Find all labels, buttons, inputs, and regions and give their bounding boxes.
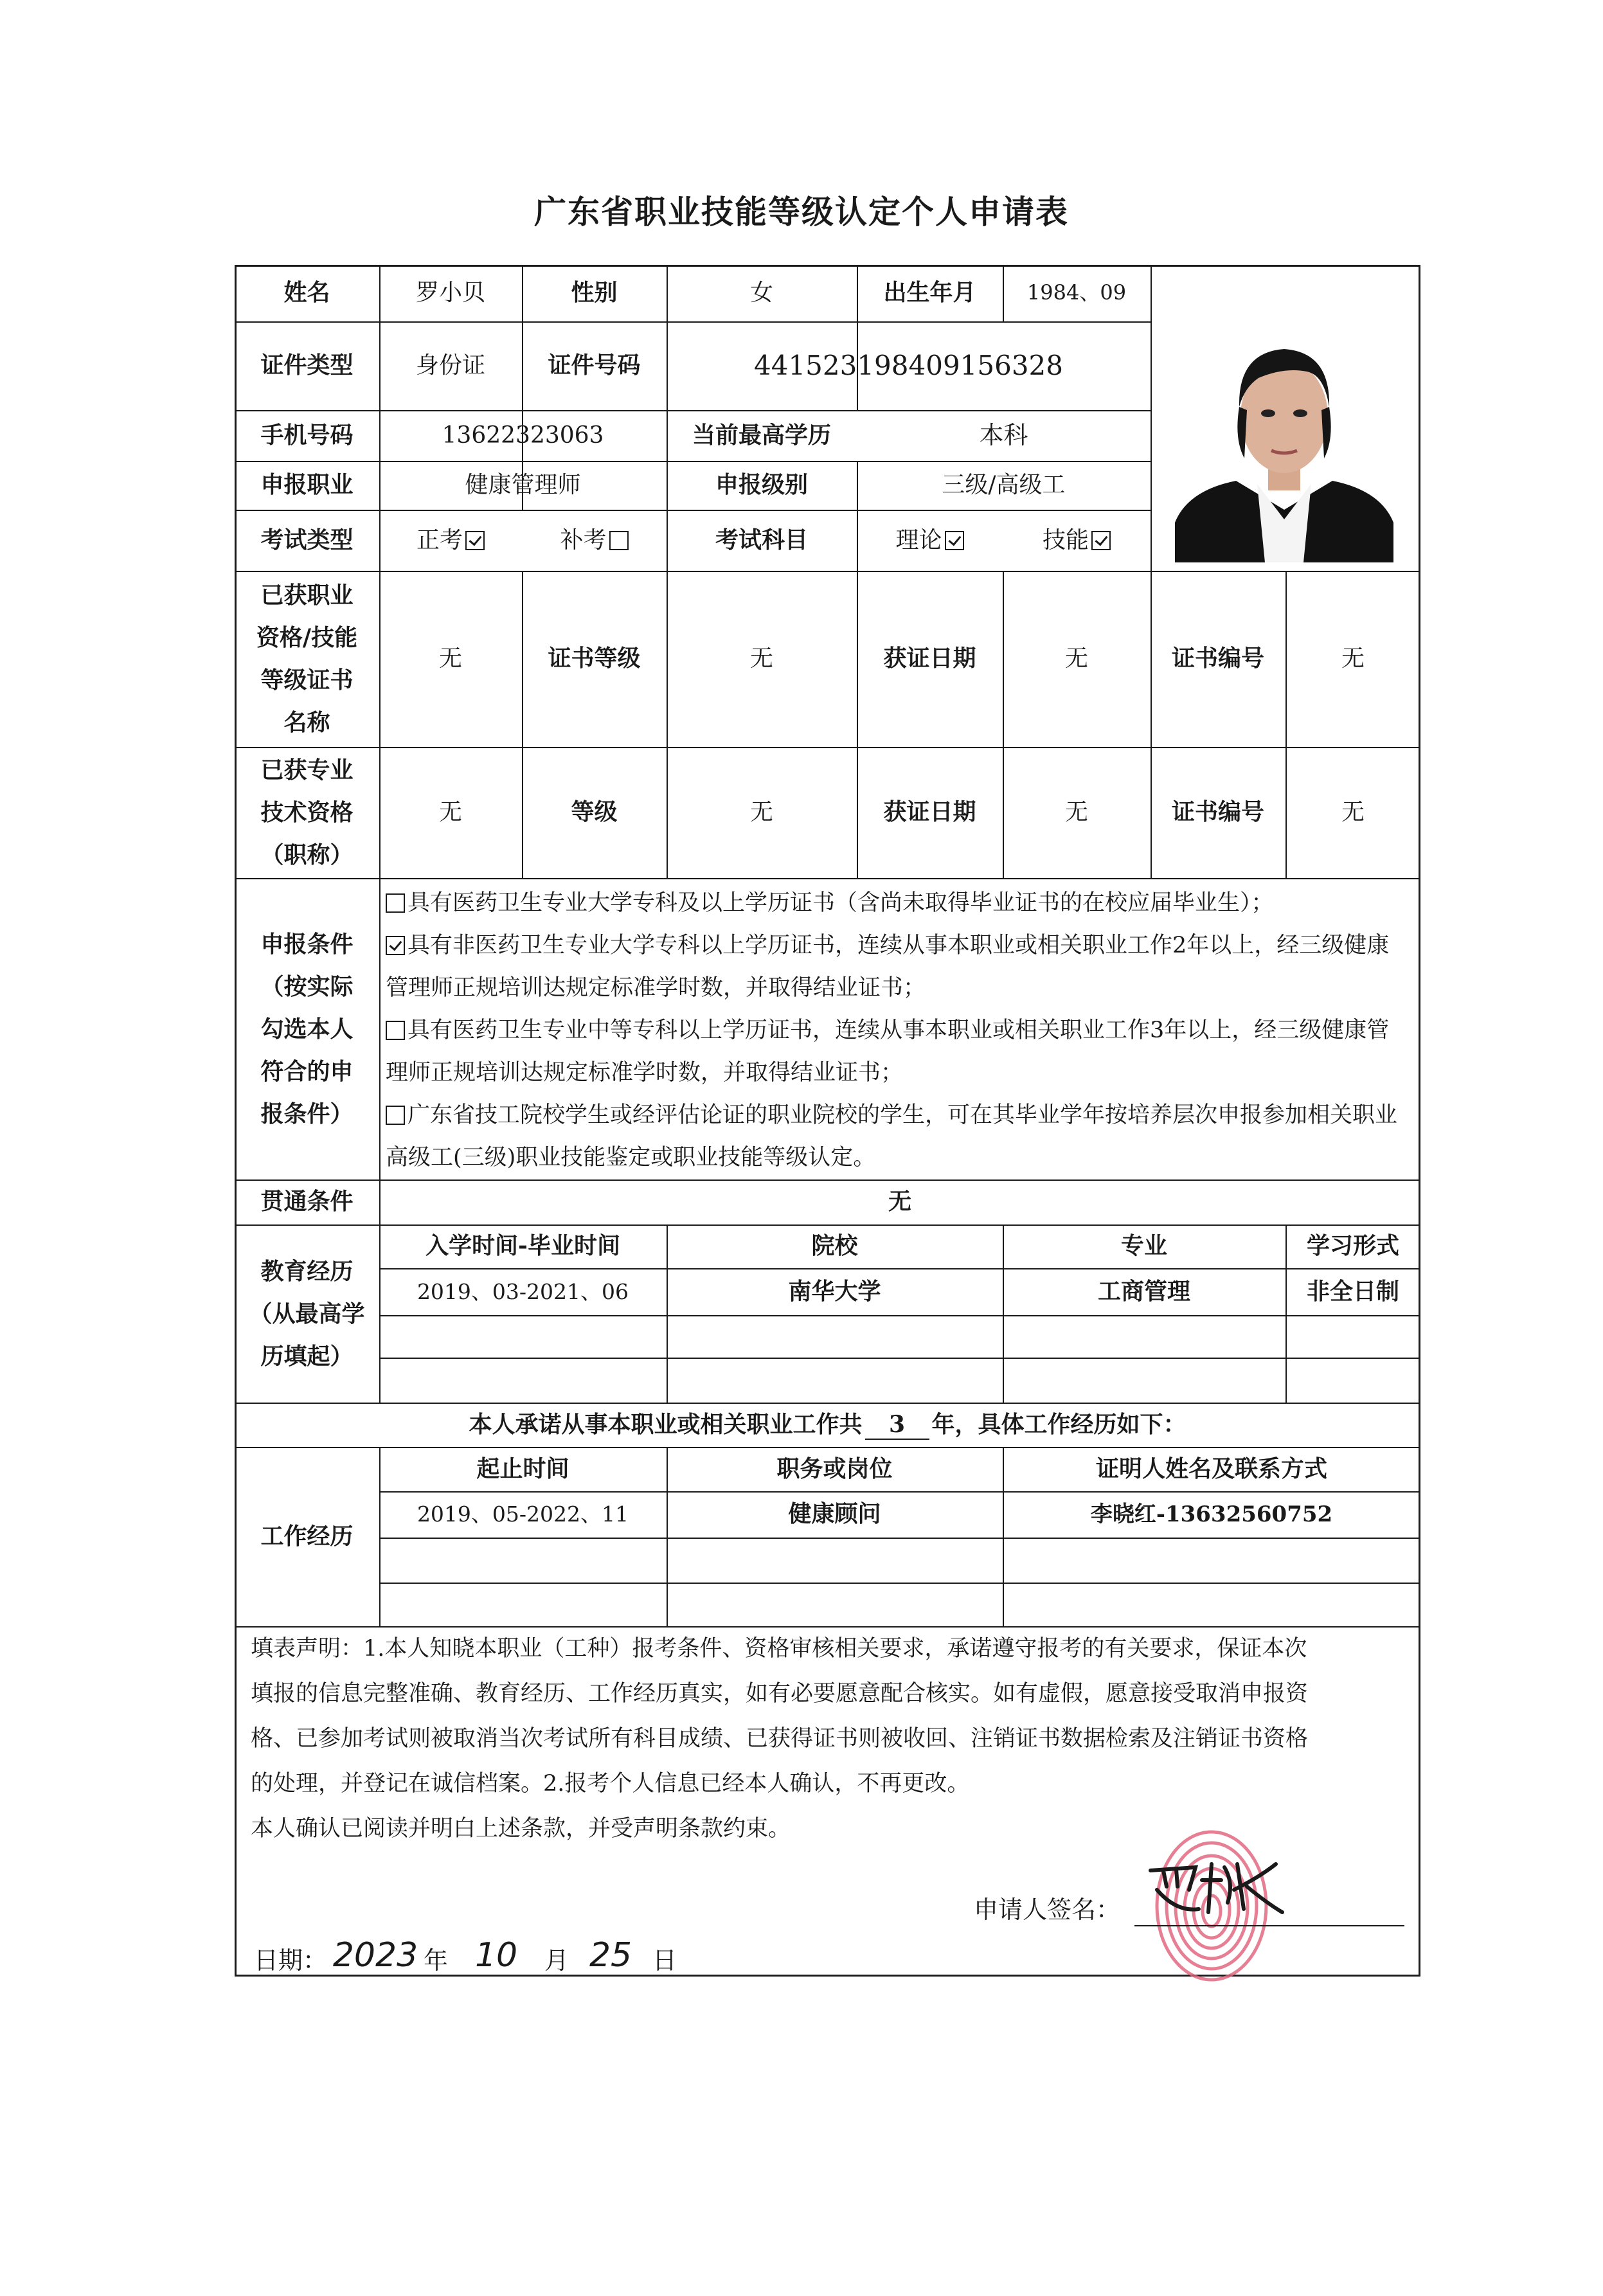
work-header-reference: 证明人姓名及联系方式 (1095, 1455, 1327, 1482)
grid-line (379, 1358, 1420, 1359)
declaration-line: 填报的信息完整准确、教育经历、工作经历真实，如有必要愿意配合核实。如有虚假，愿意接受取消申报资 (251, 1681, 1309, 1707)
date-year: 2023 (327, 1936, 424, 1976)
checkbox-checked-icon[interactable] (1091, 531, 1111, 550)
work-position-value: 健康顾问 (788, 1500, 881, 1528)
conditions-label: 申报条件（按实际勾选本人符合的申报条件） (260, 930, 354, 1127)
date-month: 10 (448, 1936, 544, 1976)
cert-grade-value: 无 (749, 645, 773, 672)
prof-date-value: 无 (1064, 799, 1088, 826)
education-history-label: 教育经历（从最高学历填起） (249, 1257, 365, 1370)
promise-suffix: 年，具体工作经历如下： (931, 1410, 1187, 1438)
through-label: 贯通条件 (260, 1188, 354, 1215)
job-value: 健康管理师 (465, 472, 581, 499)
portrait-image (1175, 298, 1393, 562)
declaration-line: 本人确认已阅读并明白上述条款，并受声明条款约束。 (251, 1816, 791, 1842)
skill-option[interactable] (1003, 510, 1151, 571)
condition-text: 具有医药卫生专业大学专科及以上学历证书（含尚未取得毕业证书的在校应届毕业生）； (407, 890, 1274, 916)
through-value: 无 (888, 1188, 911, 1215)
cert-name-value: 无 (438, 645, 462, 672)
edu-header-period: 入学时间-毕业时间 (425, 1232, 620, 1260)
condition-text: 广东省技工院校学生或经评估论证的职业院校的学生，可在其毕业学年按培养层次申报参加相关职业高级工(三级)职业技能鉴定或职业技能等级认定。 (386, 1102, 1398, 1170)
cert-date-label: 获证日期 (883, 645, 976, 672)
edu-major-value: 工商管理 (1097, 1277, 1190, 1305)
id-no-label: 证件号码 (548, 352, 641, 379)
checkbox-checked-icon[interactable] (465, 531, 485, 550)
prof-no-label: 证书编号 (1171, 798, 1264, 826)
regular-exam-text: 正考 (416, 526, 463, 553)
declaration-line: 格、已参加考试则被取消当次考试所有科目成绩、已获得证书则被收回、注销证书数据检索及注销证书资格 (251, 1726, 1309, 1752)
job-label: 申报职业 (260, 471, 354, 499)
cert-grade-label: 证书等级 (548, 645, 641, 672)
id-no-value: 441523198409156328 (754, 350, 1063, 382)
checkbox-checked-icon[interactable] (945, 531, 964, 550)
cert-no-label: 证书编号 (1171, 645, 1264, 672)
declaration (251, 1626, 1408, 1851)
declaration-line: 的处理，并登记在诚信档案。2.报考个人信息已经本人确认，不再更改。 (251, 1771, 970, 1797)
prof-grade-value: 无 (749, 799, 773, 826)
makeup-exam-option[interactable] (522, 510, 667, 571)
promise-years: 3 (865, 1410, 929, 1440)
makeup-exam-text: 补考 (560, 526, 607, 553)
edu-school-value: 南华大学 (788, 1277, 881, 1305)
edu-header-major: 专业 (1120, 1232, 1167, 1260)
prof-date-label: 获证日期 (883, 798, 976, 826)
name-label: 姓名 (283, 279, 330, 307)
gender-label: 性别 (571, 279, 618, 307)
work-history-label: 工作经历 (260, 1522, 354, 1550)
prof-name-value: 无 (438, 799, 462, 826)
date-day: 25 (569, 1936, 652, 1976)
promise-prefix: 本人承诺从事本职业或相关职业工作共 (469, 1410, 863, 1438)
skill-text: 技能 (1042, 526, 1089, 553)
handwritten-signature (1138, 1851, 1292, 1922)
theory-text: 理论 (895, 526, 942, 553)
edu-mode-value: 非全日制 (1306, 1277, 1399, 1305)
phone-label: 手机号码 (260, 421, 354, 449)
regular-exam-option[interactable] (379, 510, 522, 571)
work-header-position: 职务或岗位 (776, 1455, 893, 1482)
applicant-photo (1175, 298, 1393, 562)
checkbox-checked-icon[interactable] (386, 936, 405, 955)
gender-value: 女 (749, 280, 773, 307)
prof-grade-label: 等级 (571, 798, 618, 826)
cert-no-value: 无 (1341, 645, 1365, 672)
cert-label: 已获职业资格/技能等级证书名称 (256, 582, 358, 736)
checkbox-empty-icon[interactable] (386, 893, 405, 913)
prof-no-value: 无 (1341, 799, 1365, 826)
cert-date-value: 无 (1064, 645, 1088, 672)
date-year-unit: 年 (424, 1946, 449, 1975)
condition-item[interactable] (386, 1009, 1401, 1094)
declaration-line: 填表声明：1.本人知晓本职业（工种）报考条件、资格审核相关要求，承诺遵守报考的有关要求，保证本次 (251, 1636, 1307, 1662)
grid-line (379, 1315, 1420, 1316)
grid-line (379, 1538, 1420, 1539)
birth-value: 1984、09 (1026, 280, 1127, 305)
date-row (254, 1936, 677, 1976)
level-label: 申报级别 (715, 471, 808, 499)
checkbox-empty-icon[interactable] (386, 1106, 405, 1125)
theory-option[interactable] (857, 510, 1003, 571)
date-month-unit: 月 (544, 1946, 569, 1975)
prof-label: 已获专业技术资格（职称） (260, 757, 354, 868)
page-title: 广东省职业技能等级认定个人申请表 (534, 193, 1069, 231)
date-day-unit: 日 (652, 1946, 677, 1975)
work-reference-value: 李晓红-13632560752 (1090, 1501, 1333, 1527)
work-header-period: 起止时间 (476, 1455, 569, 1482)
conditions-list (386, 882, 1401, 1179)
work-promise (235, 1403, 1420, 1447)
signature-label: 申请人签名： (974, 1896, 1121, 1924)
birth-label: 出生年月 (883, 279, 976, 307)
date-label: 日期： (254, 1946, 328, 1975)
edu-header-mode: 学习形式 (1306, 1232, 1399, 1260)
edu-header-school: 院校 (811, 1232, 858, 1260)
grid-line (379, 1583, 1420, 1584)
phone-value: 13622323063 (442, 422, 604, 449)
condition-item[interactable] (386, 924, 1401, 1009)
exam-subject-label: 考试科目 (715, 526, 808, 553)
education-value: 本科 (979, 421, 1028, 450)
edu-period-value: 2019、03-2021、06 (416, 1278, 629, 1304)
condition-item[interactable] (386, 882, 1401, 924)
checkbox-empty-icon[interactable] (386, 1021, 405, 1040)
level-value: 三级/高级工 (942, 472, 1066, 499)
grid-line (235, 878, 1420, 879)
name-value: 罗小贝 (415, 280, 485, 307)
id-type-value: 身份证 (415, 352, 485, 379)
condition-text: 具有非医药卫生专业大学专科以上学历证书，连续从事本职业或相关职业工作2年以上，经三级健康管理师正规培训达规定标准学时数，并取得结业证书； (386, 933, 1390, 1001)
education-label: 当前最高学历 (692, 421, 831, 449)
checkbox-empty-icon[interactable] (609, 531, 629, 550)
id-type-label: 证件类型 (260, 352, 354, 379)
exam-type-label: 考试类型 (260, 526, 354, 553)
condition-item[interactable] (386, 1094, 1401, 1179)
work-period-value: 2019、05-2022、11 (416, 1502, 629, 1527)
signature-underline (1134, 1925, 1404, 1926)
condition-text: 具有医药卫生专业中等专科以上学历证书，连续从事本职业或相关职业工作3年以上，经三级健康管理师正规培训达规定标准学时数，并取得结业证书； (386, 1018, 1390, 1086)
